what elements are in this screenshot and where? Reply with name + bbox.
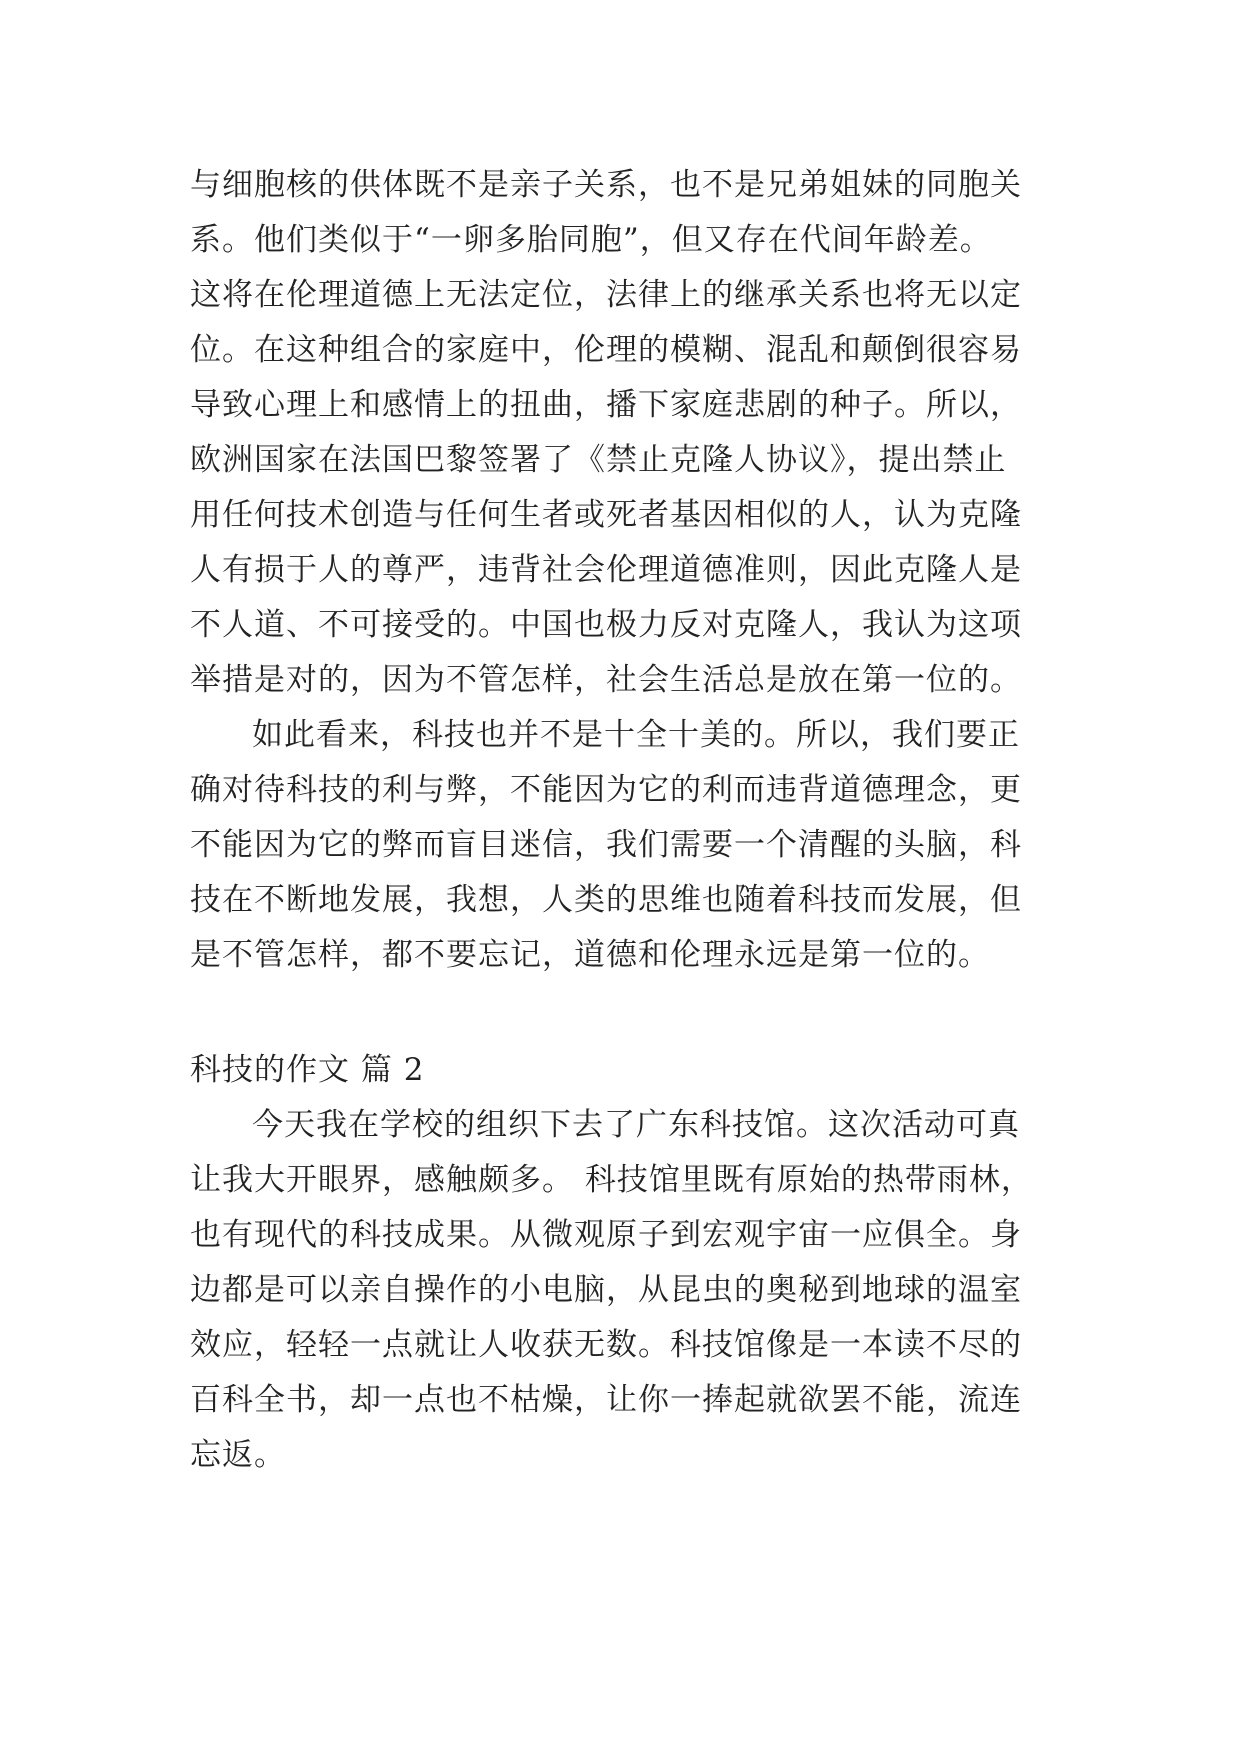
body-text-line: 忘返。 [190, 1437, 286, 1473]
body-text-line: 与细胞核的供体既不是亲子关系，也不是兄弟姐妹的同胞关 [190, 167, 1022, 203]
body-text-line: 位。在这种组合的家庭中，伦理的模糊、混乱和颠倒很容易 [190, 332, 1022, 368]
body-text-line: 举措是对的，因为不管怎样，社会生活总是放在第一位的。 [190, 662, 1022, 698]
body-text-line: 让我大开眼界，感触颇多。 科技馆里既有原始的热带雨林， [190, 1162, 1033, 1198]
body-text-line: 技在不断地发展，我想，人类的思维也随着科技而发展，但 [190, 882, 1022, 918]
body-text-line: 今天我在学校的组织下去了广东科技馆。这次活动可真 [252, 1107, 1020, 1143]
body-text-line: 导致心理上和感情上的扭曲，播下家庭悲剧的种子。所以， [190, 387, 1022, 423]
section-heading: 科技的作文 篇 2 [190, 1052, 425, 1088]
body-text-line: 这将在伦理道德上无法定位，法律上的继承关系也将无以定 [190, 277, 1022, 313]
body-text-line: 不人道、不可接受的。中国也极力反对克隆人，我认为这项 [190, 607, 1022, 643]
body-text-line: 如此看来，科技也并不是十全十美的。所以，我们要正 [252, 717, 1020, 753]
body-text-line: 也有现代的科技成果。从微观原子到宏观宇宙一应俱全。身 [190, 1217, 1022, 1253]
body-text-line: 百科全书，却一点也不枯燥，让你一捧起就欲罢不能，流连 [190, 1382, 1022, 1418]
body-text-line: 是不管怎样，都不要忘记，道德和伦理永远是第一位的。 [190, 937, 990, 973]
body-text-line: 用任何技术创造与任何生者或死者基因相似的人，认为克隆 [190, 497, 1022, 533]
body-text-line: 确对待科技的利与弊，不能因为它的利而违背道德理念，更 [190, 772, 1022, 808]
body-text-line: 不能因为它的弊而盲目迷信，我们需要一个清醒的头脑，科 [190, 827, 1022, 863]
body-text-line: 人有损于人的尊严，违背社会伦理道德准则，因此克隆人是 [190, 552, 1022, 588]
body-text-line: 欧洲国家在法国巴黎签署了《禁止克隆人协议》，提出禁止 [190, 442, 1007, 478]
body-text-line: 效应，轻轻一点就让人收获无数。科技馆像是一本读不尽的 [190, 1327, 1022, 1363]
body-text-line: 边都是可以亲自操作的小电脑，从昆虫的奥秘到地球的温室 [190, 1272, 1022, 1308]
body-text-line: 系。他们类似于“一卵多胎同胞”，但又存在代间年龄差。 [190, 222, 992, 258]
